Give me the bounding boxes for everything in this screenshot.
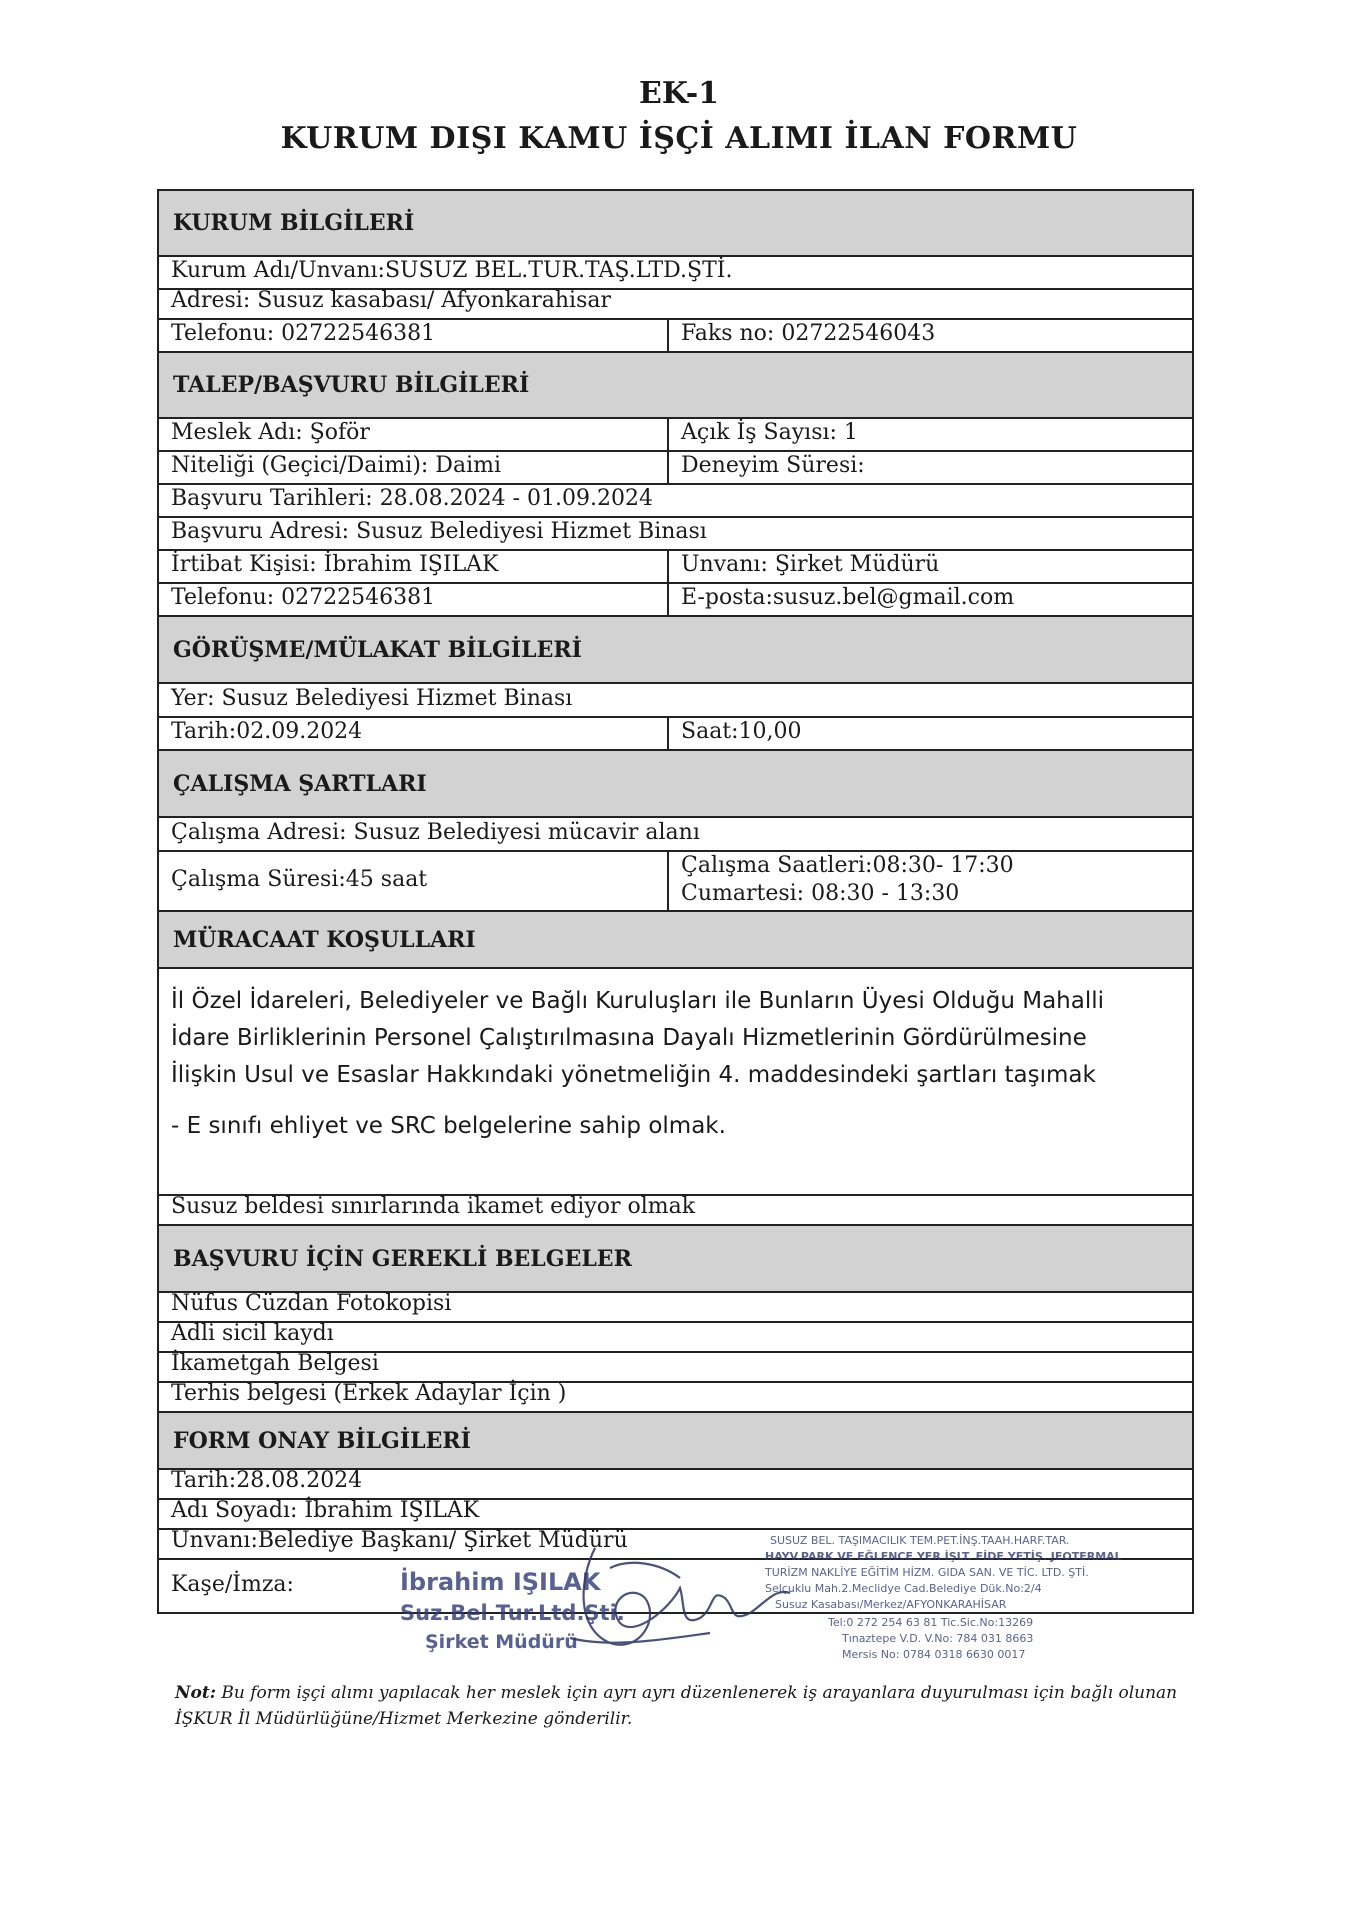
kurum-address: Adresi: Susuz kasabası/ Afyonkarahisar bbox=[171, 288, 611, 313]
section-belgeler-heading: BAŞVURU İÇİN GEREKLİ BELGELER bbox=[159, 1226, 1192, 1293]
condition-line: İlişkin Usul ve Esaslar Hakkındaki yönetmeliğin 4. maddesindeki şartları taşımak bbox=[171, 1062, 1096, 1088]
row-talep-contact bbox=[159, 584, 1192, 617]
row-calisma-sure bbox=[159, 852, 1192, 912]
signature-scribble bbox=[570, 1548, 790, 1645]
row-nitelik bbox=[159, 452, 1192, 485]
calisma-saatleri: Çalışma Saatleri:08:30- 17:30 bbox=[681, 853, 1014, 878]
section-muracaat-heading: MÜRACAAT KOŞULLARI bbox=[159, 912, 1192, 969]
row-gorusme-yer bbox=[159, 684, 1192, 718]
belge-item: Adli sicil kaydı bbox=[171, 1321, 334, 1346]
row-irtibat bbox=[159, 551, 1192, 584]
belge-item: Terhis belgesi (Erkek Adaylar İçin ) bbox=[171, 1381, 567, 1406]
application-form bbox=[157, 189, 1194, 1614]
basvuru-tarihleri: Başvuru Tarihleri: 28.08.2024 - 01.09.2024 bbox=[171, 486, 654, 511]
gorusme-saat: Saat:10,00 bbox=[681, 719, 802, 744]
calisma-saatleri-cell bbox=[669, 852, 1192, 910]
belge-item: İkametgah Belgesi bbox=[171, 1351, 379, 1376]
stamp-name-line: Şirket Müdürü bbox=[425, 1631, 578, 1653]
cumartesi-saatleri: Cumartesi: 08:30 - 13:30 bbox=[681, 881, 960, 906]
page-title: KURUM DIŞI KAMU İŞÇİ ALIMI İLAN FORMU bbox=[280, 121, 1078, 156]
belge-item: Nüfus Cüzdan Fotokopisi bbox=[171, 1291, 452, 1316]
company-stamp-and-signature bbox=[380, 1508, 1140, 1688]
talep-eposta: E-posta:susuz.bel@gmail.com bbox=[681, 585, 1015, 610]
onay-adi-soyadi: Adı Soyadı: İbrahim IŞILAK bbox=[171, 1498, 480, 1523]
list-item bbox=[159, 1383, 1192, 1413]
row-kurum-contact bbox=[159, 320, 1192, 353]
acik-is-sayisi: Açık İş Sayısı: 1 bbox=[681, 420, 858, 445]
section-kurum-heading: KURUM BİLGİLERİ bbox=[159, 191, 1192, 257]
meslek-adi: Meslek Adı: Şoför bbox=[159, 419, 669, 450]
kase-imza-label: Kaşe/İmza: bbox=[171, 1572, 294, 1597]
form-code: EK-1 bbox=[638, 76, 720, 111]
stamp-company-line: Mersis No: 0784 0318 6630 0017 bbox=[842, 1648, 1026, 1661]
kurum-fax: Faks no: 02722546043 bbox=[681, 321, 936, 346]
note-label: Not: bbox=[175, 1683, 217, 1703]
condition-line: İdare Birliklerinin Personel Çalıştırılmasına Dayalı Hizmetlerinin Gördürülmesine bbox=[171, 1025, 1087, 1051]
row-basvuru-adresi bbox=[159, 518, 1192, 551]
row-kurum-address bbox=[159, 290, 1192, 320]
stamp-name-line: Suz.Bel.Tur.Ltd.Şti. bbox=[400, 1601, 625, 1625]
talep-telefon: Telefonu: 02722546381 bbox=[159, 584, 669, 615]
stamp-company-line: SUSUZ BEL. TAŞIMACILIK TEM.PET.İNŞ.TAAH.HARF.TAR. bbox=[770, 1534, 1070, 1547]
kurum-phone: Telefonu: 02722546381 bbox=[159, 320, 669, 351]
stamp-company-line: HAYV.PARK VE EĞLENCE YER İŞLT. FİDE YETİŞ. JEOTERMAL bbox=[765, 1550, 1122, 1563]
ikamet-condition: Susuz beldesi sınırlarında ikamet ediyor olmak bbox=[171, 1194, 696, 1219]
row-meslek bbox=[159, 419, 1192, 452]
row-basvuru-tarihleri bbox=[159, 485, 1192, 518]
page-header bbox=[0, 72, 1358, 162]
stamp-company-line: TURİZM NAKLİYE EĞİTİM HİZM. GIDA SAN. VE TİC. LTD. ŞTİ. bbox=[765, 1566, 1089, 1579]
stamp-company-line: Susuz Kasabası/Merkez/AFYONKARAHİSAR bbox=[775, 1598, 1007, 1611]
niteligi: Niteliği (Geçici/Daimi): Daimi bbox=[159, 452, 669, 483]
section-talep-heading: TALEP/BAŞVURU BİLGİLERİ bbox=[159, 353, 1192, 419]
row-calisma-adres bbox=[159, 818, 1192, 852]
onay-tarih: Tarih:28.08.2024 bbox=[171, 1468, 363, 1493]
stamp-company-line: Tınaztepe V.D. V.No: 784 031 8663 bbox=[842, 1632, 1034, 1645]
irtibat-kisisi: İrtibat Kişisi: İbrahim IŞILAK bbox=[159, 551, 669, 582]
row-ikamet bbox=[159, 1196, 1192, 1226]
section-onay-heading: FORM ONAY BİLGİLERİ bbox=[159, 1413, 1192, 1470]
onay-unvan: Unvanı:Belediye Başkanı/ Şirket Müdürü bbox=[171, 1528, 628, 1553]
muracaat-conditions bbox=[159, 969, 1192, 1196]
condition-line: - E sınıfı ehliyet ve SRC belgelerine sahip olmak. bbox=[171, 1113, 726, 1139]
calisma-suresi: Çalışma Süresi:45 saat bbox=[159, 852, 669, 910]
section-gorusme-heading: GÖRÜŞME/MÜLAKAT BİLGİLERİ bbox=[159, 617, 1192, 684]
note-text: Bu form işçi alımı yapılacak her meslek için ayrı ayrı düzenlenerek iş arayanlara duyurulması için bağlı olunan İŞKUR İl Müdürlüğüne/Hizmet Merkezine gönderilir. bbox=[175, 1683, 1178, 1729]
condition-line: İl Özel İdareleri, Belediyeler ve Bağlı Kuruluşları ile Bunların Üyesi Olduğu Mahalli bbox=[171, 988, 1105, 1014]
stamp-company-line: Selçuklu Mah.2.Meclidye Cad.Belediye Dük.No:2/4 bbox=[765, 1582, 1042, 1595]
gorusme-yer: Yer: Susuz Belediyesi Hizmet Binası bbox=[171, 686, 573, 711]
deneyim-suresi: Deneyim Süresi: bbox=[681, 453, 865, 478]
stamp-name-line: İbrahim IŞILAK bbox=[400, 1568, 601, 1596]
section-calisma-heading: ÇALIŞMA ŞARTLARI bbox=[159, 751, 1192, 818]
irtibat-unvan: Unvanı: Şirket Müdürü bbox=[681, 552, 940, 577]
row-gorusme-zaman bbox=[159, 718, 1192, 751]
stamp-company-line: Tel:0 272 254 63 81 Tic.Sic.No:13269 bbox=[828, 1616, 1034, 1629]
gorusme-tarih: Tarih:02.09.2024 bbox=[159, 718, 669, 749]
kurum-name: Kurum Adı/Unvanı:SUSUZ BEL.TUR.TAŞ.LTD.ŞTİ. bbox=[171, 258, 733, 283]
form-note bbox=[175, 1680, 1205, 1732]
basvuru-adresi: Başvuru Adresi: Susuz Belediyesi Hizmet Binası bbox=[171, 519, 707, 544]
calisma-adresi: Çalışma Adresi: Susuz Belediyesi mücavir alanı bbox=[171, 820, 700, 845]
